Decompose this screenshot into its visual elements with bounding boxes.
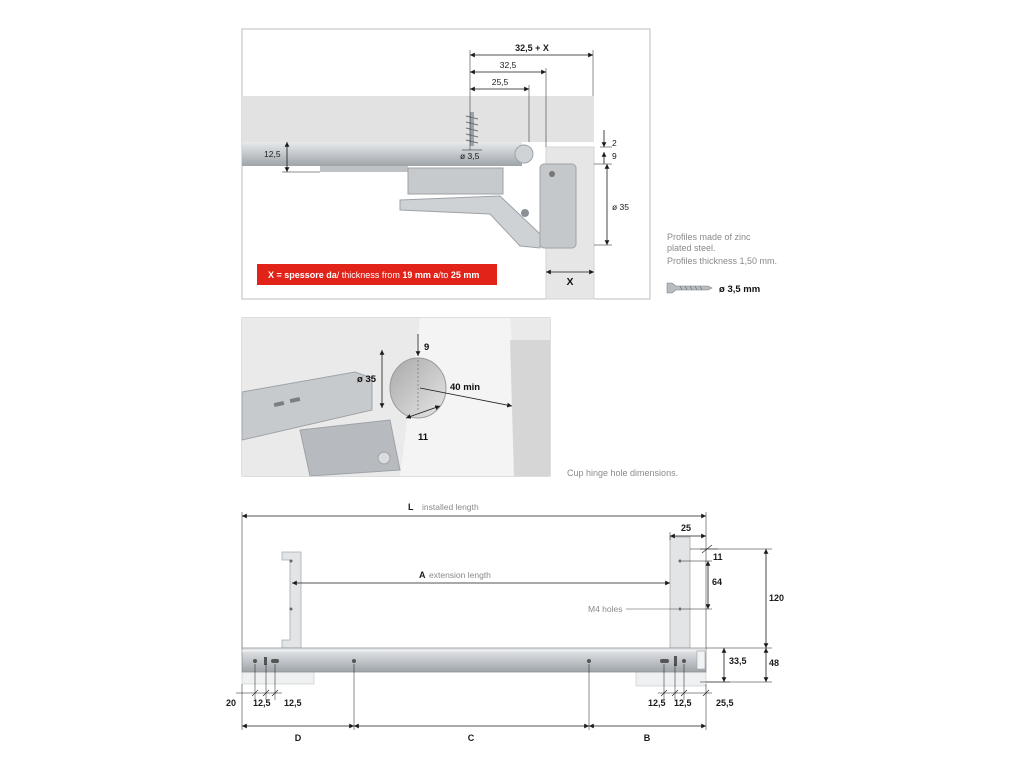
rail-end-cap	[515, 145, 533, 163]
cup-hinge-panel	[242, 318, 550, 476]
banner-part-2: / thickness from	[336, 270, 403, 280]
dim-120: 120	[769, 593, 785, 603]
dim-64: 64	[712, 577, 723, 587]
banner-part-1: X = spessore da	[268, 270, 337, 280]
dim-C: C	[467, 733, 475, 743]
dim-25-5: 25,5	[491, 77, 509, 87]
rail-hole-2	[587, 659, 591, 663]
dim-x-thickness: X	[566, 276, 574, 288]
profiles-note-line1: Profiles made of zinc	[667, 232, 751, 242]
m4-hole-top	[679, 560, 682, 563]
cup-dim-40-min: 40 min	[450, 382, 481, 393]
top-view-panel	[242, 29, 650, 299]
dim-B: B	[643, 733, 651, 743]
profiles-note-line2: plated steel.	[667, 243, 716, 253]
dim-12-5-left-b: 12,5	[284, 698, 302, 708]
dim-48: 48	[769, 658, 780, 668]
rail-hole-1	[352, 659, 356, 663]
banner-part-4: /to	[438, 270, 451, 280]
screw-icon	[667, 283, 712, 293]
dim-32-5-plus-x: 32,5 + X	[515, 43, 549, 53]
banner-part-5: 25 mm	[450, 270, 480, 280]
dim-12-5-right-b: 12,5	[674, 698, 692, 708]
hinge-screw-dot	[549, 171, 555, 177]
cup-dim-35: ø 35	[357, 374, 377, 385]
right-mounting-bracket	[670, 537, 690, 648]
panel-edge	[510, 340, 550, 476]
m4-hole-bottom	[679, 608, 682, 611]
dim-25-5: 25,5	[716, 698, 734, 708]
rail-side-view	[226, 502, 784, 743]
dim-33-5: 33,5	[729, 656, 747, 666]
cabinet-top-board	[242, 96, 594, 142]
dim-2: 2	[612, 138, 617, 148]
thickness-banner-text	[268, 270, 479, 280]
rail-lower-part	[320, 166, 408, 172]
dim-A-label: extension length	[429, 570, 491, 580]
cup-dim-11: 11	[418, 432, 429, 443]
cup-dim-9: 9	[424, 342, 430, 353]
dim-12-5: 12,5	[264, 149, 281, 159]
hinge-cup	[540, 164, 576, 248]
cup-hinge-caption: Cup hinge hole dimensions.	[567, 468, 679, 478]
hinge-base-plate	[408, 168, 503, 194]
dim-D: D	[294, 733, 302, 743]
left-mounting-bracket	[282, 552, 301, 648]
hinge-pivot	[521, 209, 529, 217]
dim-25: 25	[681, 523, 692, 533]
dim-L-label: installed length	[422, 502, 479, 512]
dim-20: 20	[226, 698, 237, 708]
banner-part-3: 19 mm a	[402, 270, 439, 280]
dim-9: 9	[612, 151, 617, 161]
dim-screw-diameter: ø 3,5	[460, 151, 480, 161]
dim-11: 11	[713, 552, 723, 562]
dim-A-letter: A	[419, 570, 426, 580]
dim-L-letter: L	[408, 502, 414, 512]
rail-profile	[242, 142, 522, 166]
dim-cup-diameter-35: ø 35	[612, 202, 630, 212]
profiles-thickness-note: Profiles thickness 1,50 mm.	[667, 256, 778, 266]
screw-dim-label: ø 3,5 mm	[719, 284, 761, 295]
dim-32-5: 32,5	[499, 60, 517, 70]
drawer-rail	[242, 648, 706, 672]
dim-12-5-left-a: 12,5	[253, 698, 271, 708]
m4-holes-label: M4 holes	[588, 604, 623, 614]
dim-12-5-right-a: 12,5	[648, 698, 666, 708]
